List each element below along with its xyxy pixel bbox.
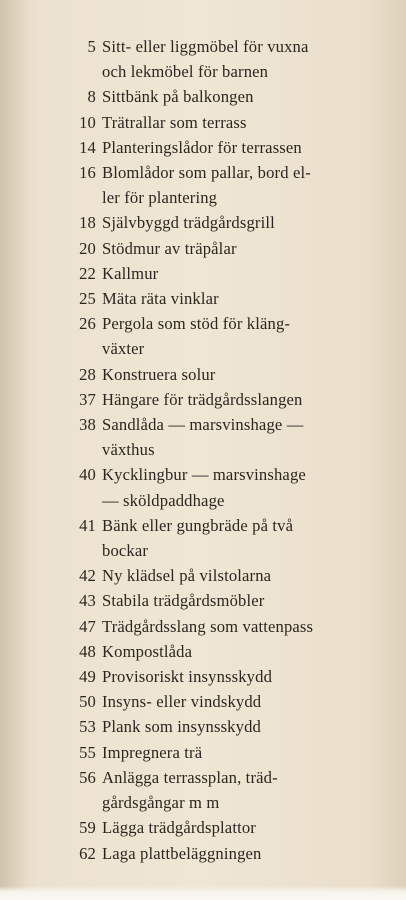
toc-entry-title-line: Provisoriskt insynsskydd (102, 667, 273, 687)
toc-entry-title-line: Planteringslådor för terrassen (102, 137, 302, 157)
toc-entry-title-line: Lägga trädgårdsplattor (102, 818, 256, 838)
toc-entry-title-line: Bänk eller gungbräde på två (102, 515, 294, 535)
toc-page-number: 47 (79, 616, 96, 636)
toc-entry-title-line: Hängare för trädgårdsslangen (102, 389, 303, 409)
toc-entry (0, 311, 406, 361)
toc-entry-title-line: gårdsgångar m m (102, 793, 220, 813)
toc-entry (0, 841, 406, 866)
toc-entry-title-line: ler för plantering (102, 188, 218, 208)
toc-entry-title-line: Anlägga terrassplan, träd- (102, 767, 278, 787)
toc-page-number: 56 (79, 767, 96, 787)
toc-entry (0, 84, 406, 109)
toc-page-number: 53 (79, 717, 96, 737)
toc-entry-title-line: och lekmöbel för barnen (102, 62, 269, 82)
toc-entry (0, 689, 406, 714)
toc-entry-title-line: Plank som insynsskydd (102, 717, 261, 737)
toc-entry (0, 588, 406, 613)
toc-entry (0, 135, 406, 160)
toc-entry-title-line: Självbyggd trädgårdsgrill (102, 213, 275, 233)
toc-entry (0, 412, 406, 462)
toc-page-number: 5 (87, 37, 96, 56)
toc-page-number: 38 (79, 415, 96, 435)
toc-entry-title-line: Laga plattbeläggningen (102, 843, 262, 863)
toc-page-number: 43 (79, 591, 96, 611)
toc-entry (0, 362, 406, 387)
toc-entry-title-line: Pergola som stöd för kläng- (102, 314, 291, 334)
page-bottom-edge (0, 886, 406, 900)
toc-entry (0, 210, 406, 235)
toc-page-number: 48 (79, 641, 96, 661)
toc-entry (0, 664, 406, 689)
toc-page-number: 42 (79, 566, 96, 586)
toc-entry (0, 462, 406, 512)
toc-page-number: 28 (79, 364, 96, 384)
toc-entry (0, 815, 406, 840)
toc-entry-title-line: Kycklingbur — marsvinshage (102, 465, 306, 485)
toc-entry (0, 740, 406, 765)
toc-entry (0, 261, 406, 286)
toc-page-number: 14 (79, 137, 96, 157)
toc-entry-title-line: bockar (102, 541, 149, 561)
toc-entry-title-line: Kallmur (102, 263, 159, 283)
toc-entry-title-line: Stabila trädgårdsmöbler (102, 591, 265, 611)
toc-page-number: 26 (79, 314, 96, 334)
toc-page-number: 41 (79, 515, 96, 535)
toc-entry-title-line: Konstruera solur (102, 364, 216, 384)
toc-entry (0, 513, 406, 563)
toc-entry (0, 286, 406, 311)
toc-page-number: 55 (79, 742, 96, 762)
toc-entry-title-line: Mäta räta vinklar (102, 289, 219, 309)
toc-page-number: 37 (79, 389, 96, 409)
toc-entry-title-line: Insyns- eller vindskydd (102, 692, 262, 712)
toc-entry (0, 236, 406, 261)
toc-entry-title-line: Sittbänk på balkongen (102, 87, 254, 107)
toc-entry (0, 765, 406, 815)
toc-entry-title-line: Sandlåda — marsvinshage — (102, 415, 304, 435)
toc-page-number: 10 (79, 112, 96, 132)
toc-entry-title-line: Trätrallar som terrass (102, 112, 247, 132)
toc-entry (0, 387, 406, 412)
toc-page-number: 50 (79, 692, 96, 712)
toc-page-number: 62 (79, 843, 96, 863)
toc-entry-title-line: Trädgårdsslang som vattenpass (102, 616, 314, 636)
toc-entry-title-line: Stödmur av träpålar (102, 238, 237, 258)
toc-page-number: 20 (79, 238, 96, 258)
toc-entry-title-line: växthus (102, 440, 155, 460)
toc-page-number: 49 (79, 667, 96, 687)
toc-entry-title-line: — sköldpaddhage (102, 490, 225, 510)
toc-entry (0, 614, 406, 639)
toc-page-number: 8 (87, 87, 96, 107)
toc-page-number: 25 (79, 289, 96, 309)
toc-entry-title-line: Kompostlåda (102, 641, 193, 661)
table-of-contents (0, 34, 406, 866)
toc-entry (0, 110, 406, 135)
toc-entry (0, 34, 406, 84)
toc-entry (0, 639, 406, 664)
toc-page-number: 59 (79, 818, 96, 838)
toc-entry-title-line: Sitt- eller liggmöbel för vuxna (102, 37, 309, 56)
toc-entry-title-line: Impregnera trä (102, 742, 203, 762)
toc-entry (0, 714, 406, 739)
toc-page-number: 22 (79, 263, 96, 283)
toc-entry (0, 563, 406, 588)
toc-page-number: 18 (79, 213, 96, 233)
toc-entry-title-line: Blomlådor som pallar, bord el- (102, 163, 311, 183)
toc-entry-title-line: Ny klädsel på vilstolarna (102, 566, 272, 586)
toc-page-number: 40 (79, 465, 96, 485)
toc-entry-title-line: växter (102, 339, 145, 359)
toc-page-number: 16 (79, 163, 96, 183)
toc-entry (0, 160, 406, 210)
